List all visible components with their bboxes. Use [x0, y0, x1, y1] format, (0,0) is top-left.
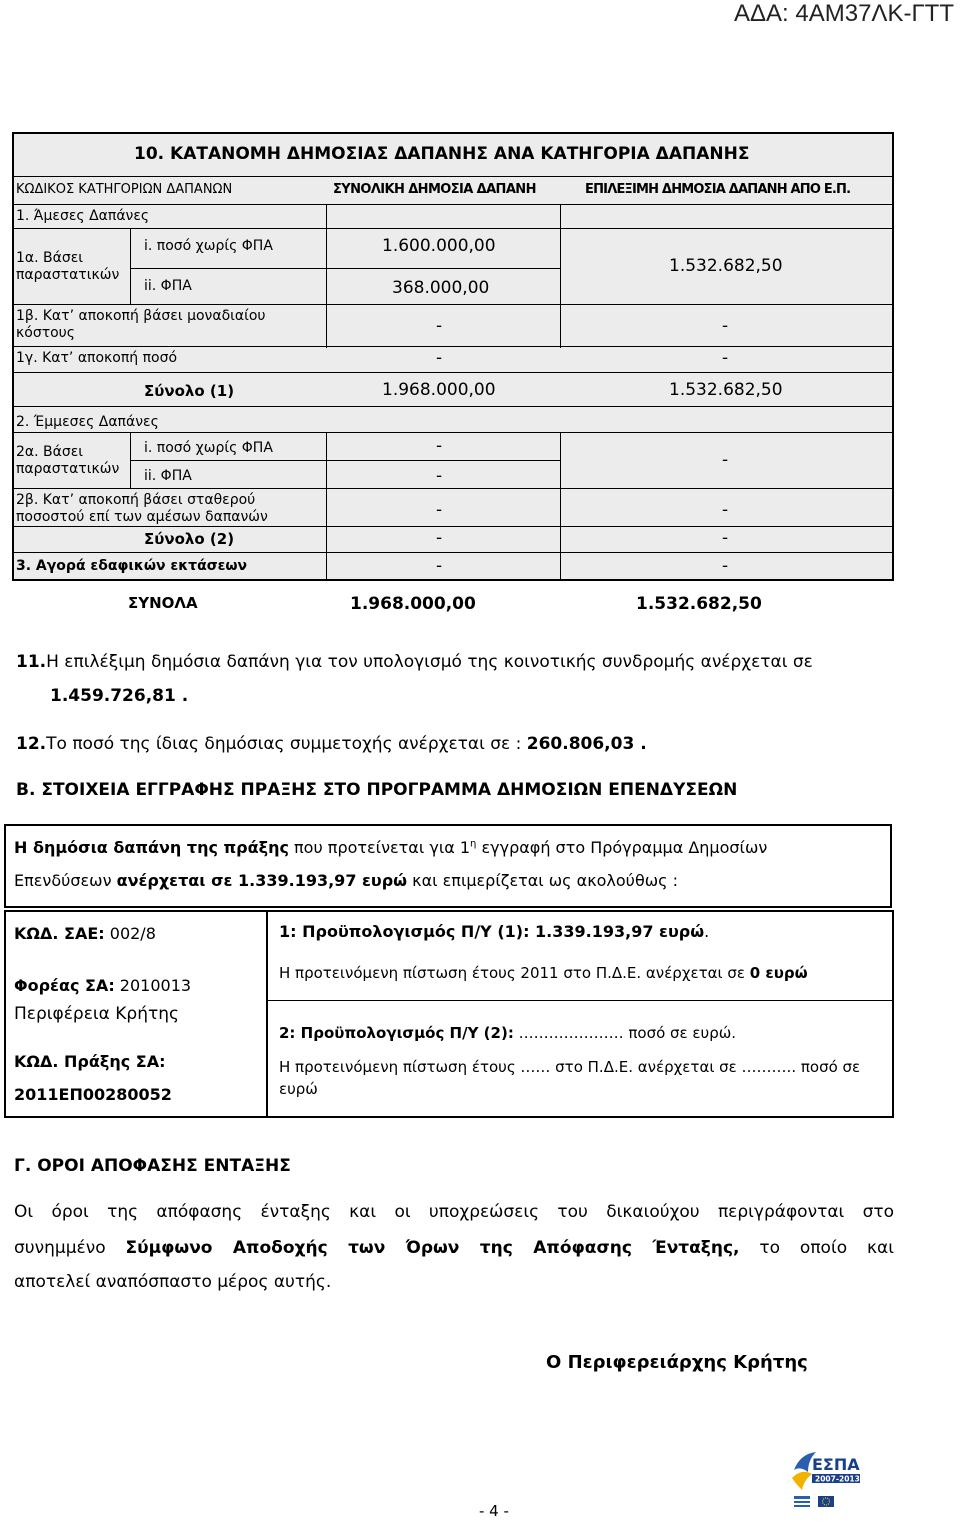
page-number: - 4 - — [479, 1502, 509, 1520]
document-ada-code: ΑΔΑ: 4ΑΜ37ΛΚ-ΓΤΤ — [734, 0, 954, 27]
section-direct-costs: 1. Άμεσες Δαπάνες — [16, 208, 150, 224]
paragraph-11: 11.Η επιλέξιμη δημόσια δαπάνη για τον υπολογισμό της κοινοτικής συνδρομής ανέρχεται σε — [16, 652, 813, 672]
section-indirect-costs: 2. Έμμεσες Δαπάνες — [16, 414, 159, 430]
kod-praxis-label: ΚΩΔ. Πράξης ΣΑ: — [14, 1052, 166, 1071]
svg-text:ΕΣΠΑ: ΕΣΠΑ — [812, 1455, 860, 1474]
kod-sae: ΚΩΔ. ΣΑΕ: 002/8 — [14, 924, 156, 943]
section-b-heading: Β. ΣΤΟΙΧΕΙΑ ΕΓΓΡΑΦΗΣ ΠΡΑΞΗΣ ΣΤΟ ΠΡΟΓΡΑΜΜΑ ΔΗΜΟΣΙΩΝ ΕΠΕΝΔΥΣΕΩΝ — [16, 780, 738, 800]
coverage-1: Η προτεινόμενη πίστωση έτους 2011 στο Π.Δ.Ε. ανέρχεται σε 0 ευρώ — [279, 964, 808, 982]
terms-line-1: Οι όροι της απόφασης ένταξης και οι υποχρεώσεις του δικαιούχου περιγράφονται στο — [14, 1202, 894, 1222]
totals-total: 1.968.000,00 — [350, 594, 476, 614]
paragraph-12: 12.Το ποσό της ίδιας δημόσιας συμμετοχής ανέρχεται σε : 260.806,03 . — [16, 734, 647, 754]
svg-text:2007-2013: 2007-2013 — [815, 1474, 860, 1484]
terms-line-3: αποτελεί αναπόσπαστο μέρος αυτής. — [14, 1272, 332, 1292]
totals-label: ΣΥΝΟΛΑ — [128, 594, 198, 612]
row-1a-label: 1α. Βάσει παραστατικών — [16, 250, 120, 283]
totals-eligible: 1.532.682,50 — [636, 594, 762, 614]
col-header-total: ΣΥΝΟΛΙΚΗ ΔΗΜΟΣΙΑ ΔΑΠΑΝΗ — [333, 182, 536, 197]
col-header-category: ΚΩΔΙΚΟΣ ΚΑΤΗΓΟΡΙΩΝ ΔΑΠΑΝΩΝ — [16, 182, 233, 197]
paragraph-11-amount: 1.459.726,81 . — [50, 686, 189, 706]
col-header-eligible: ΕΠΙΛΕΞΙΜΗ ΔΗΜΟΣΙΑ ΔΑΠΑΝΗ ΑΠΟ Ε.Π. — [585, 182, 851, 197]
section-g-heading: Γ. ΟΡΟΙ ΑΠΟΦΑΣΗΣ ΕΝΤΑΞΗΣ — [14, 1156, 291, 1176]
foreas-sa: Φορέας ΣΑ: 2010013 — [14, 976, 192, 995]
budget-1: 1: Προϋπολογισμός Π/Υ (1): 1.339.193,97 ευρώ. — [279, 922, 710, 941]
terms-line-2: συνημμένο Σύμφωνο Αποδοχής των Όρων της Απόφασης Ένταξης, το οποίο και — [14, 1238, 894, 1258]
public-expense-box — [4, 824, 892, 908]
espa-logo — [788, 1448, 862, 1514]
signature-title: Ο Περιφερειάρχης Κρήτης — [546, 1352, 808, 1373]
region-name: Περιφέρεια Κρήτης — [14, 1004, 179, 1024]
kod-praxis-value: 2011ΕΠ00280052 — [14, 1085, 172, 1104]
budget-2: 2: Προϋπολογισμός Π/Υ (2): ………………… ποσό σε ευρώ. — [279, 1024, 737, 1042]
table-title: 10. ΚΑΤΑΝΟΜΗ ΔΗΜΟΣΙΑΣ ΔΑΠΑΝΗΣ ΑΝΑ ΚΑΤΗΓΟΡΙΑ ΔΑΠΑΝΗΣ — [12, 132, 892, 177]
coverage-2: Η προτεινόμενη πίστωση έτους …… στο Π.Δ.Ε. ανέρχεται σε ……….. ποσό σε ευρώ — [279, 1058, 861, 1098]
